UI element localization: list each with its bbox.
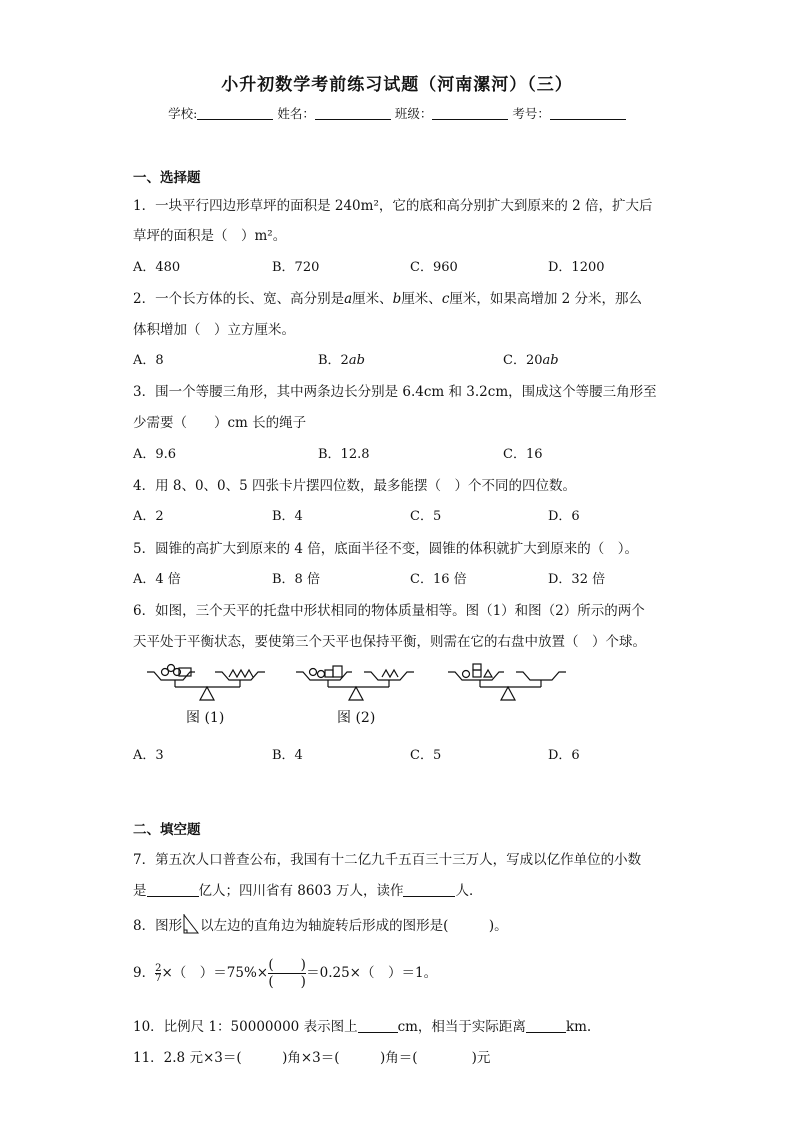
- balance-figure-1: [145, 660, 275, 705]
- q2-option-a[interactable]: A．8: [133, 353, 164, 368]
- ball-shape: [310, 669, 317, 676]
- q1-text-line2: 草坪的面积是（ ）m²。: [133, 228, 287, 244]
- figure-1-label: 图 (1): [186, 710, 225, 726]
- q7-blank-2[interactable]: [403, 884, 455, 897]
- q9-text: 9． $\frac{2}{7}$ ×（ ）＝75%× ( ) ( ) ＝0.25×（ ）＝1。: [133, 957, 438, 990]
- class-field[interactable]: [432, 107, 508, 120]
- cube-shape: [473, 670, 481, 677]
- q6-text-line2: 天平处于平衡状态，要使第三个天平也保持平衡，则需在它的右盘中放置（ ）个球。: [133, 634, 646, 650]
- q4-option-b[interactable]: B．4: [272, 509, 303, 524]
- q7-text-line1: 7．第五次人口普查公布，我国有十二亿九千五百三十三万人，写成以亿作单位的小数: [133, 852, 642, 868]
- q2-option-c[interactable]: C．20ab: [503, 353, 559, 368]
- section-title-fill: 二、填空题: [133, 822, 201, 838]
- right-pan: [516, 672, 566, 680]
- q6-text-line1: 6．如图，三个天平的托盘中形状相同的物体质量相等。图（1）和图（2）所示的两个: [133, 603, 645, 619]
- q6-option-a[interactable]: A．3: [133, 748, 164, 763]
- q10-blank-2[interactable]: [526, 1020, 566, 1033]
- cube-shape: [325, 670, 333, 677]
- q6-option-c[interactable]: C．5: [410, 748, 442, 763]
- triangles-shape: [382, 670, 398, 677]
- q3-option-b[interactable]: B．12.8: [318, 447, 370, 462]
- fulcrum-shape: [200, 687, 214, 700]
- student-info-line: [0, 104, 794, 122]
- q2-option-b[interactable]: B．2ab: [318, 353, 365, 368]
- ball-shape: [318, 671, 325, 678]
- name-field[interactable]: [315, 107, 391, 120]
- q4-option-d[interactable]: D．6: [548, 509, 580, 524]
- q5-option-d[interactable]: D．32 倍: [548, 572, 606, 587]
- right-triangle-icon: [182, 914, 200, 934]
- left-pan: [448, 672, 504, 680]
- q2-text-line1: 2．一个长方体的长、宽、高分别是a厘米、b厘米、c厘米，如果高增加 2 分米，那么: [133, 291, 643, 307]
- q11-text: 11．2.8 元×3＝( )角×3＝( )角＝( )元: [133, 1050, 491, 1066]
- balance-figure-2: [294, 660, 424, 705]
- q10-blank-1[interactable]: [358, 1020, 398, 1033]
- q2-text-line2: 体积增加（ ）立方厘米。: [133, 322, 295, 338]
- q7-text-line2: 是 亿人；四川省有 8603 万人，读作 人．: [133, 883, 483, 899]
- triangles-shape: [229, 670, 253, 677]
- q6-option-d[interactable]: D．6: [548, 748, 580, 763]
- balance-figure-3: [446, 660, 576, 705]
- fraction-two-sevenths: $\frac{2}{7}$: [155, 963, 162, 984]
- school-label: 学校:: [168, 106, 198, 121]
- q1-option-a[interactable]: A．480: [133, 260, 181, 275]
- exam-no-label: 考号：: [512, 106, 550, 121]
- q5-option-b[interactable]: B．8 倍: [272, 572, 320, 587]
- q6-option-b[interactable]: B．4: [272, 748, 303, 763]
- q3-text-line1: 3．围一个等腰三角形，其中两条边长分别是 6.4cm 和 3.2cm，围成这个等腰三角形至: [133, 384, 657, 400]
- section-title-choice: 一、选择题: [133, 170, 201, 186]
- name-label: 姓名：: [277, 106, 315, 121]
- q1-option-d[interactable]: D．1200: [548, 260, 605, 275]
- triangle-shape: [484, 670, 492, 677]
- q8-text: 8．图形 以左边的直角边为轴旋转后形成的图形是( )。: [133, 914, 508, 934]
- q1-text-line1: 1．一块平行四边形草坪的面积是 240m²，它的底和高分别扩大到原来的 2 倍，扩大后: [133, 198, 653, 214]
- page-title: 小升初数学考前练习试题（河南漯河）（三）: [221, 75, 573, 95]
- q7-blank-1[interactable]: [147, 884, 199, 897]
- ball-shape: [463, 671, 470, 678]
- q1-option-c[interactable]: C．960: [410, 260, 458, 275]
- q3-option-a[interactable]: A．9.6: [133, 447, 177, 462]
- blank-fraction[interactable]: ( ) ( ): [268, 957, 306, 990]
- q5-text: 5．圆锥的高扩大到原来的 4 倍，底面半径不变，圆锥的体积就扩大到原来的（ ）。: [133, 541, 639, 557]
- fulcrum-shape: [501, 687, 515, 700]
- q3-text-line2: 少需要（ ）cm 长的绳子: [133, 415, 307, 431]
- school-field[interactable]: [197, 107, 273, 120]
- right-pan: [215, 672, 265, 680]
- q1-option-b[interactable]: B．720: [272, 260, 320, 275]
- fulcrum-shape: [349, 687, 363, 700]
- q5-option-c[interactable]: C．16 倍: [410, 572, 467, 587]
- cube-shape: [473, 664, 481, 670]
- q4-option-c[interactable]: C．5: [410, 509, 442, 524]
- cube-shape: [333, 666, 342, 677]
- figure-2-label: 图 (2): [337, 710, 376, 726]
- class-label: 班级：: [394, 106, 433, 121]
- q5-option-a[interactable]: A．4 倍: [133, 572, 181, 587]
- q4-text: 4．用 8、0、0、5 四张卡片摆四位数，最多能摆（ ）个不同的四位数。: [133, 478, 577, 494]
- q4-option-a[interactable]: A．2: [133, 509, 164, 524]
- q3-option-c[interactable]: C．16: [503, 447, 543, 462]
- exam-no-field[interactable]: [550, 107, 626, 120]
- q10-text: 10．比例尺 1：50000000 表示图上 cm，相当于实际距离 km.: [133, 1019, 592, 1035]
